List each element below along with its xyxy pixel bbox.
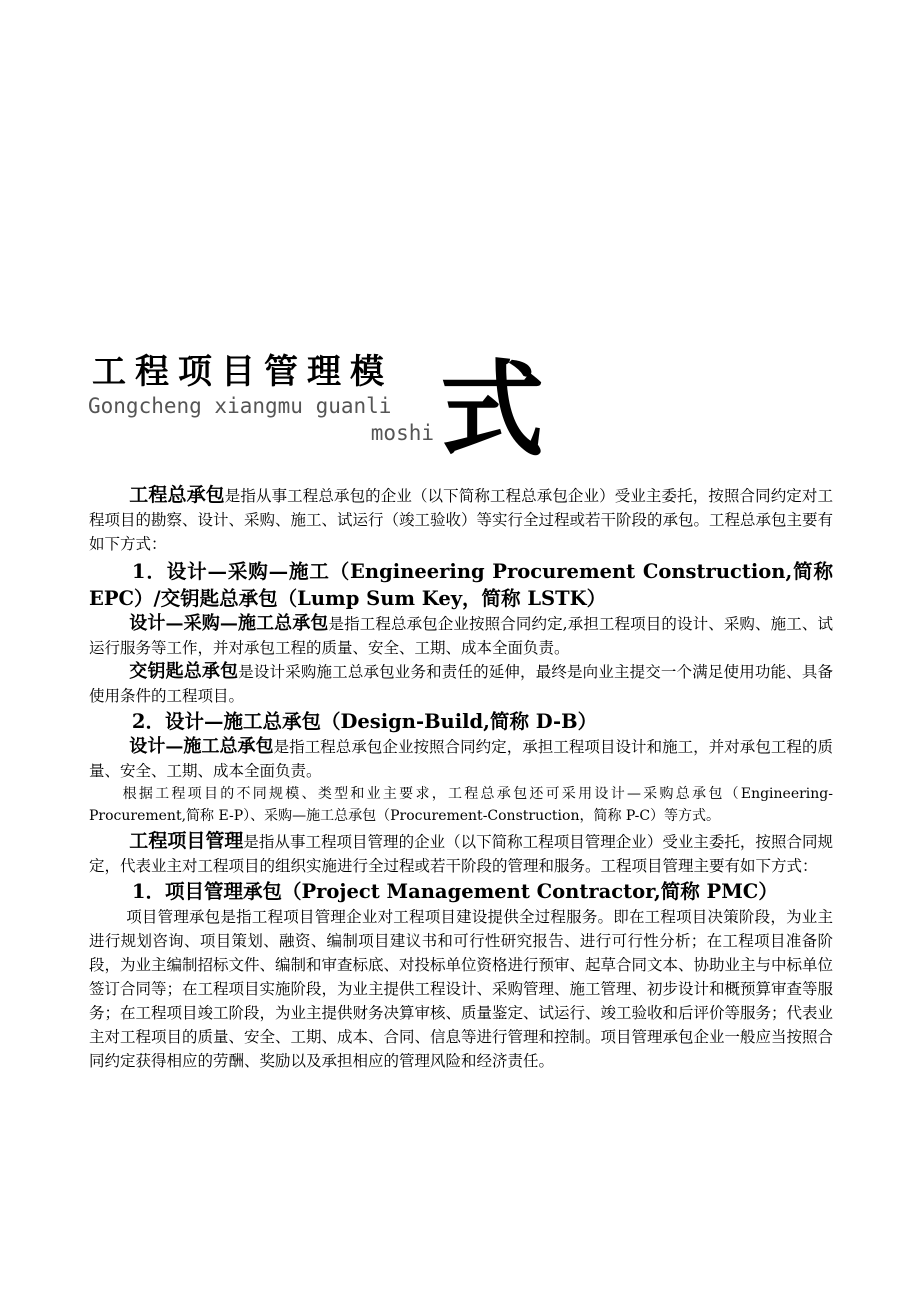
paragraph-text: 是指从事工程总承包的企业（以下简称工程总承包企业）受业主委托，按照合同约定对工程项目的勘察、设计、采购、施工、试运行（竣工验收）等实行全过程或若干阶段的承包。工程总承包主要有如下方式： [89, 487, 834, 553]
document-body [89, 483, 833, 1073]
title-pinyin-line-1: Gongcheng xiangmu guanli [88, 394, 392, 418]
keyword-epc: 设计—采购—施工总承包 [129, 613, 329, 634]
paragraph-pmc: 项目管理承包是指工程项目管理企业对工程项目建设提供全过程服务。即在工程项目决策阶段，为业主进行规划咨询、项目策划、融资、编制项目建议书和可行性研究报告、进行可行性分析；在工程项目准备阶段，为业主编制招标文件、编制和审查标底、对投标单位资格进行预审、起草合同文本、协助业主与中标单位签订合同等；在工程项目实施阶段，为业主提供工程设计、采购管理、施工管理、初步设计和概预算审查等服务；在工程项目竣工阶段，为业主提供财务决算审核、质量鉴定、试运行、竣工验收和后评价等服务；代表业主对工程项目的质量、安全、工期、成本、合同、信息等进行管理和控制。项目管理承包企业一般应当按照合同约定获得相应的劳酬、奖励以及承担相应的管理风险和经济责任。 [89, 908, 834, 1070]
document-title-large-char: 式 [440, 348, 545, 471]
heading-pmc: 1．项目管理承包（Project Management Contractor,简称 PMC） [131, 880, 778, 903]
title-pinyin [88, 393, 434, 447]
keyword-general-contracting: 工程总承包 [129, 484, 225, 506]
paragraph-text: 是指工程总承包企业按照合同约定,承担工程项目的设计、采购、施工、试运行服务等工作，并对承包工程的质量、安全、工期、成本全面负责。 [89, 615, 833, 657]
paragraph-design-build [89, 735, 833, 783]
document-title: 工程项目管理模 [92, 352, 393, 392]
keyword-project-management: 工程项目管理 [129, 830, 244, 852]
paragraph-text: 是指工程总承包企业按照合同约定，承担工程项目设计和施工，并对承包工程的质量、安全、工期、成本全面负责。 [89, 738, 834, 780]
paragraph-epc-intro [89, 483, 833, 556]
keyword-design-build: 设计—施工总承包 [129, 736, 274, 757]
paragraph-other-modes: 根据工程项目的不同规模、类型和业主要求，工程总承包还可采用设计—采购总承包（Engineering-Procurement,简称 E-P）、采购—施工总承包（Procurement-Construction，简称 P-C）等方式。 [89, 786, 833, 824]
paragraph-text: 是设计采购施工总承包业务和责任的延伸，最终是向业主提交一个满足使用功能、具备使用条件的工程项目。 [89, 663, 833, 705]
paragraph-text: 是指从事工程项目管理的企业（以下简称工程项目管理企业）受业主委托，按照合同规定，代表业主对工程项目的组织实施进行全过程或若干阶段的管理和服务。工程项目管理主要有如下方式： [89, 833, 833, 875]
paragraph-turnkey [89, 660, 833, 708]
title-pinyin-line-2: moshi [370, 421, 434, 445]
heading-epc: 1．设计—采购—施工（Engineering Procurement Construction,简称EPC）/交钥匙总承包（Lump Sum Key，简称 LSTK） [89, 560, 833, 610]
paragraph-project-management [89, 829, 833, 878]
paragraph-epc-definition [89, 612, 833, 660]
heading-design-build: 2．设计—施工总承包（Design-Build,简称 D-B） [131, 710, 598, 733]
keyword-turnkey: 交钥匙总承包 [129, 661, 239, 682]
